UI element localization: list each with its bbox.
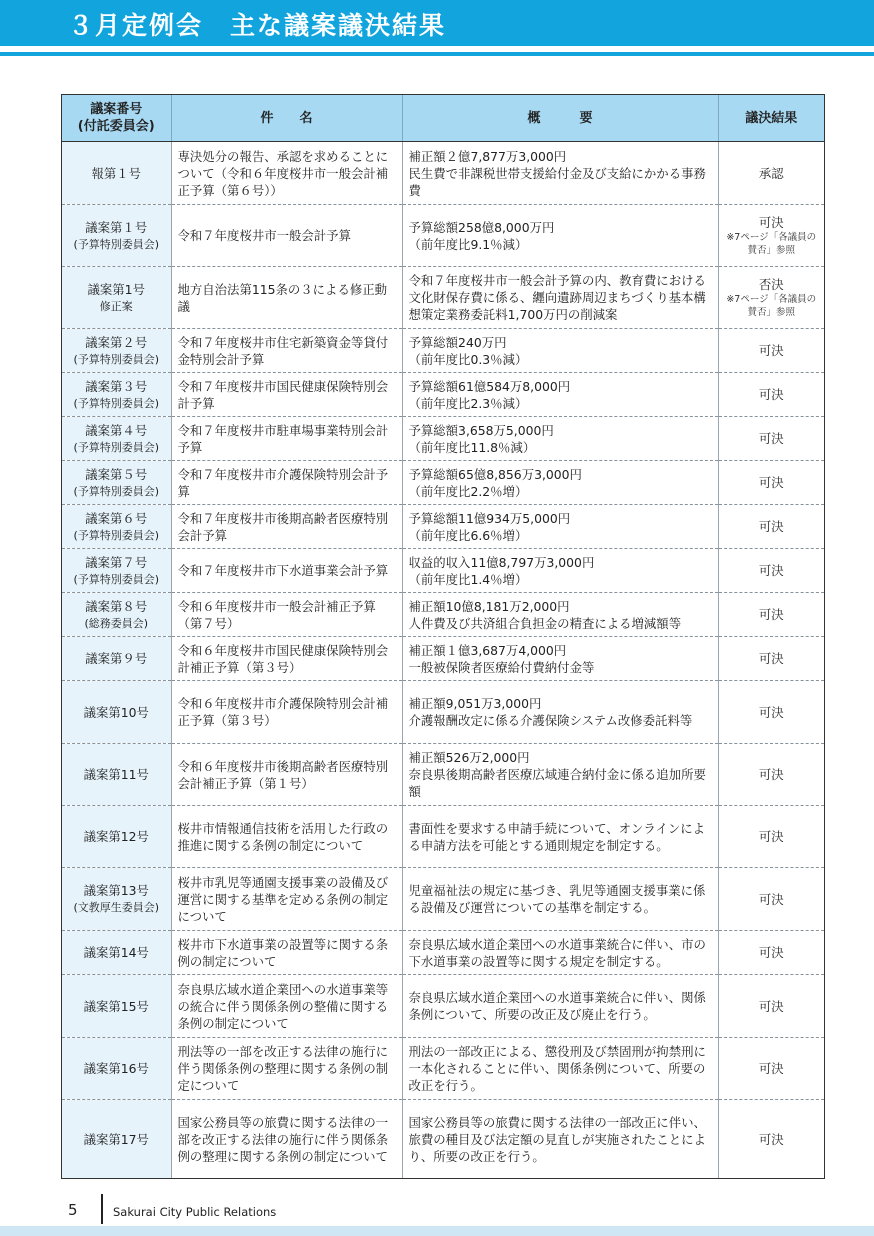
agenda-number: 議案第９号 <box>85 651 148 666</box>
summary-cell: 補正額10億8,181万2,000円 人件費及び共済組合負担金の精査による増減額等 <box>402 593 718 637</box>
summary-cell: 奈良県広域水道企業団への水道事業統合に伴い、市の下水道事業の設置等に関する規定を制定する。 <box>402 931 718 975</box>
header-result: 議決結果 <box>718 95 824 142</box>
committee-label: (総務委員会) <box>84 616 149 630</box>
result-value: 可決 <box>758 431 784 446</box>
subject-cell: 令和６年度桜井市介護保険特別会計補正予算（第３号） <box>171 681 402 744</box>
page-number: 5 <box>68 1201 78 1219</box>
agenda-number: 議案第５号 <box>85 466 148 482</box>
subject-cell: 桜井市情報通信技術を活用した行政の推進に関する条例の制定について <box>171 806 402 868</box>
result-cell <box>718 417 824 461</box>
agenda-number-cell <box>62 681 171 744</box>
committee-label: (予算特別委員会) <box>73 396 160 410</box>
agenda-number-cell <box>62 142 171 205</box>
agenda-number: 議案第12号 <box>83 829 149 844</box>
summary-cell: 補正額9,051万3,000円 介護報酬改定に係る介護保険システム改修委託料等 <box>402 681 718 744</box>
result-cell <box>718 931 824 975</box>
result-value: 可決 <box>758 215 784 230</box>
table-row <box>62 1100 824 1179</box>
agenda-number: 報第１号 <box>91 165 142 181</box>
table-row <box>62 373 824 417</box>
result-cell <box>718 975 824 1038</box>
summary-cell: 令和７年度桜井市一般会計予算の内、教育費における文化財保存費に係る、纒向遺跡周辺まちづくり基本構想策定業務委託料1,700万円の削減案 <box>402 267 718 329</box>
agenda-number: 議案第14号 <box>83 945 149 960</box>
result-value: 可決 <box>758 829 784 844</box>
result-cell <box>718 142 824 205</box>
header-agenda-number: 議案番号 (付託委員会) <box>62 95 171 142</box>
table-row <box>62 681 824 744</box>
committee-label: 修正案 <box>99 299 133 313</box>
result-cell <box>718 806 824 868</box>
agenda-number: 議案第６号 <box>85 510 148 526</box>
result-cell <box>718 637 824 681</box>
result-value: 可決 <box>758 475 784 490</box>
result-cell <box>718 593 824 637</box>
committee-label: (予算特別委員会) <box>73 528 160 542</box>
agenda-number: 議案第11号 <box>83 767 149 782</box>
header-summary: 概 要 <box>402 95 718 142</box>
agenda-results-table <box>62 95 824 1179</box>
agenda-number: 議案第17号 <box>83 1131 149 1147</box>
table-row <box>62 868 824 931</box>
subject-cell: 令和７年度桜井市駐車場事業特別会計予算 <box>171 417 402 461</box>
footer-divider <box>101 1194 103 1224</box>
publication-name: Sakurai City Public Relations <box>113 1205 277 1219</box>
summary-cell: 国家公務員等の旅費に関する法律の一部改正に伴い、旅費の種目及び法定額の見直しが実施されたことにより、所要の改正を行う。 <box>402 1100 718 1179</box>
summary-cell: 予算総額61億584万8,000円 （前年度比2.3％減） <box>402 373 718 417</box>
result-value: 可決 <box>758 1061 784 1076</box>
result-cell <box>718 1100 824 1179</box>
agenda-number-cell <box>62 417 171 461</box>
agenda-number: 議案第１号 <box>85 219 148 235</box>
agenda-number-cell <box>62 744 171 806</box>
table-row <box>62 637 824 681</box>
bottom-bar <box>0 1226 874 1236</box>
subject-cell: 桜井市乳児等通園支援事業の設備及び運営に関する基準を定める条例の制定について <box>171 868 402 931</box>
summary-cell: 補正額１億3,687万4,000円 一般被保険者医療給付費納付金等 <box>402 637 718 681</box>
result-note: ※7ページ「各議員の賛否」参照 <box>726 294 817 318</box>
result-value: 可決 <box>758 387 784 402</box>
summary-cell: 補正額526万2,000円 奈良県後期高齢者医療広域連合納付金に係る追加所要額 <box>402 744 718 806</box>
result-value: 可決 <box>758 704 784 720</box>
summary-cell: 刑法の一部改正による、懲役刑及び禁固刑が拘禁刑に一本化されることに伴い、関係条例について、所要の改正を行う。 <box>402 1038 718 1100</box>
subject-cell: 令和７年度桜井市一般会計予算 <box>171 205 402 267</box>
result-value: 可決 <box>758 343 784 358</box>
result-cell <box>718 1038 824 1100</box>
agenda-number: 議案第７号 <box>85 554 148 570</box>
summary-cell: 予算総額240万円 （前年度比0.3％減） <box>402 329 718 373</box>
summary-cell: 予算総額258億8,000万円 （前年度比9.1％減） <box>402 205 718 267</box>
result-value: 承認 <box>758 165 784 181</box>
result-value: 可決 <box>758 891 784 907</box>
committee-label: (予算特別委員会) <box>73 484 160 498</box>
result-value: 可決 <box>758 767 784 782</box>
table-header-row <box>62 95 824 142</box>
subject-cell: 令和６年度桜井市後期高齢者医療特別会計補正予算（第１号） <box>171 744 402 806</box>
agenda-number-cell <box>62 931 171 975</box>
agenda-number-cell <box>62 373 171 417</box>
agenda-number-cell <box>62 868 171 931</box>
result-cell <box>718 744 824 806</box>
agenda-number-cell <box>62 975 171 1038</box>
committee-label: (予算特別委員会) <box>73 237 160 251</box>
table-row <box>62 744 824 806</box>
table-row <box>62 549 824 593</box>
result-value: 可決 <box>758 563 784 578</box>
result-cell <box>718 505 824 549</box>
summary-cell: 予算総額65億8,856万3,000円 （前年度比2.2％増） <box>402 461 718 505</box>
header-subject: 件 名 <box>171 95 402 142</box>
subject-cell: 令和７年度桜井市介護保険特別会計予算 <box>171 461 402 505</box>
table-row <box>62 806 824 868</box>
subject-cell: 刑法等の一部を改正する法律の施行に伴う関係条例の整理に関する条例の制定について <box>171 1038 402 1100</box>
result-cell <box>718 329 824 373</box>
table-row <box>62 505 824 549</box>
title-underline <box>0 52 874 56</box>
agenda-number: 議案第15号 <box>83 998 149 1014</box>
committee-label: (予算特別委員会) <box>73 572 160 586</box>
result-cell <box>718 681 824 744</box>
result-value: 可決 <box>758 945 784 960</box>
result-value: 可決 <box>758 998 784 1014</box>
result-value: 可決 <box>758 651 784 666</box>
result-cell <box>718 549 824 593</box>
summary-cell: 予算総額11億934万5,000円 （前年度比6.6％増） <box>402 505 718 549</box>
result-cell <box>718 461 824 505</box>
agenda-number: 議案第８号 <box>85 598 148 614</box>
table-row <box>62 142 824 205</box>
committee-label: (予算特別委員会) <box>73 440 160 454</box>
result-cell <box>718 373 824 417</box>
agenda-number: 議案第13号 <box>83 883 149 898</box>
subject-cell: 桜井市下水道事業の設置等に関する条例の制定について <box>171 931 402 975</box>
table-row <box>62 975 824 1038</box>
title-bar <box>0 0 874 46</box>
subject-cell: 令和６年度桜井市国民健康保険特別会計補正予算（第３号） <box>171 637 402 681</box>
agenda-number-cell <box>62 593 171 637</box>
table-row <box>62 461 824 505</box>
table-row <box>62 593 824 637</box>
summary-cell: 補正額２億7,877万3,000円 民生費で非課税世帯支援給付金及び支給にかかる事務費 <box>402 142 718 205</box>
result-cell <box>718 267 824 329</box>
agenda-number-cell <box>62 267 171 329</box>
agenda-number: 議案第10号 <box>83 704 149 720</box>
summary-cell: 収益的収入11億8,797万3,000円 （前年度比1.4％増） <box>402 549 718 593</box>
table-row <box>62 1038 824 1100</box>
table-row <box>62 267 824 329</box>
summary-cell: 奈良県広域水道企業団への水道事業統合に伴い、関係条例について、所要の改正及び廃止を行う。 <box>402 975 718 1038</box>
agenda-number: 議案第４号 <box>85 422 148 438</box>
table-row <box>62 329 824 373</box>
agenda-number: 議案第1号 <box>87 281 145 297</box>
table-row <box>62 931 824 975</box>
agenda-number-cell <box>62 1038 171 1100</box>
agenda-number-cell <box>62 505 171 549</box>
result-value: 可決 <box>758 519 784 534</box>
table-row <box>62 205 824 267</box>
agenda-number: 議案第３号 <box>85 378 148 394</box>
subject-cell: 奈良県広域水道企業団への水道事業等の統合に伴う関係条例の整備に関する条例の制定について <box>171 975 402 1038</box>
summary-cell: 予算総額3,658万5,000円 （前年度比11.8％減） <box>402 417 718 461</box>
result-value: 否決 <box>758 277 784 292</box>
agenda-number-cell <box>62 205 171 267</box>
result-value: 可決 <box>758 1131 784 1147</box>
committee-label: (文教厚生委員会) <box>73 901 160 914</box>
table-row <box>62 417 824 461</box>
agenda-number-cell <box>62 806 171 868</box>
subject-cell: 令和６年度桜井市一般会計補正予算（第７号） <box>171 593 402 637</box>
result-note: ※7ページ「各議員の賛否」参照 <box>726 232 817 256</box>
agenda-number: 議案第16号 <box>83 1061 149 1076</box>
agenda-number: 議案第２号 <box>85 334 148 350</box>
agenda-number-cell <box>62 329 171 373</box>
subject-cell: 令和７年度桜井市住宅新築資金等貸付金特別会計予算 <box>171 329 402 373</box>
subject-cell: 令和７年度桜井市国民健康保険特別会計予算 <box>171 373 402 417</box>
result-value: 可決 <box>758 607 784 622</box>
agenda-number-cell <box>62 461 171 505</box>
subject-cell: 専決処分の報告、承認を求めることについて（令和６年度桜井市一般会計補正予算（第６号）） <box>171 142 402 205</box>
page-title: ３月定例会 主な議案議決結果 <box>68 11 447 40</box>
subject-cell: 令和７年度桜井市下水道事業会計予算 <box>171 549 402 593</box>
committee-label: (予算特別委員会) <box>73 352 160 366</box>
summary-cell: 児童福祉法の規定に基づき、乳児等通園支援事業に係る設備及び運営についての基準を制定する。 <box>402 868 718 931</box>
agenda-number-cell <box>62 637 171 681</box>
agenda-number-cell <box>62 1100 171 1179</box>
result-cell <box>718 868 824 931</box>
result-cell <box>718 205 824 267</box>
subject-cell: 令和７年度桜井市後期高齢者医療特別会計予算 <box>171 505 402 549</box>
summary-cell: 書面性を要求する申請手続について、オンラインによる申請方法を可能とする通則規定を制定する。 <box>402 806 718 868</box>
agenda-number-cell <box>62 549 171 593</box>
subject-cell: 地方自治法第115条の３による修正動議 <box>171 267 402 329</box>
subject-cell: 国家公務員等の旅費に関する法律の一部を改正する法律の施行に伴う関係条例の整理に関する条例の制定について <box>171 1100 402 1179</box>
